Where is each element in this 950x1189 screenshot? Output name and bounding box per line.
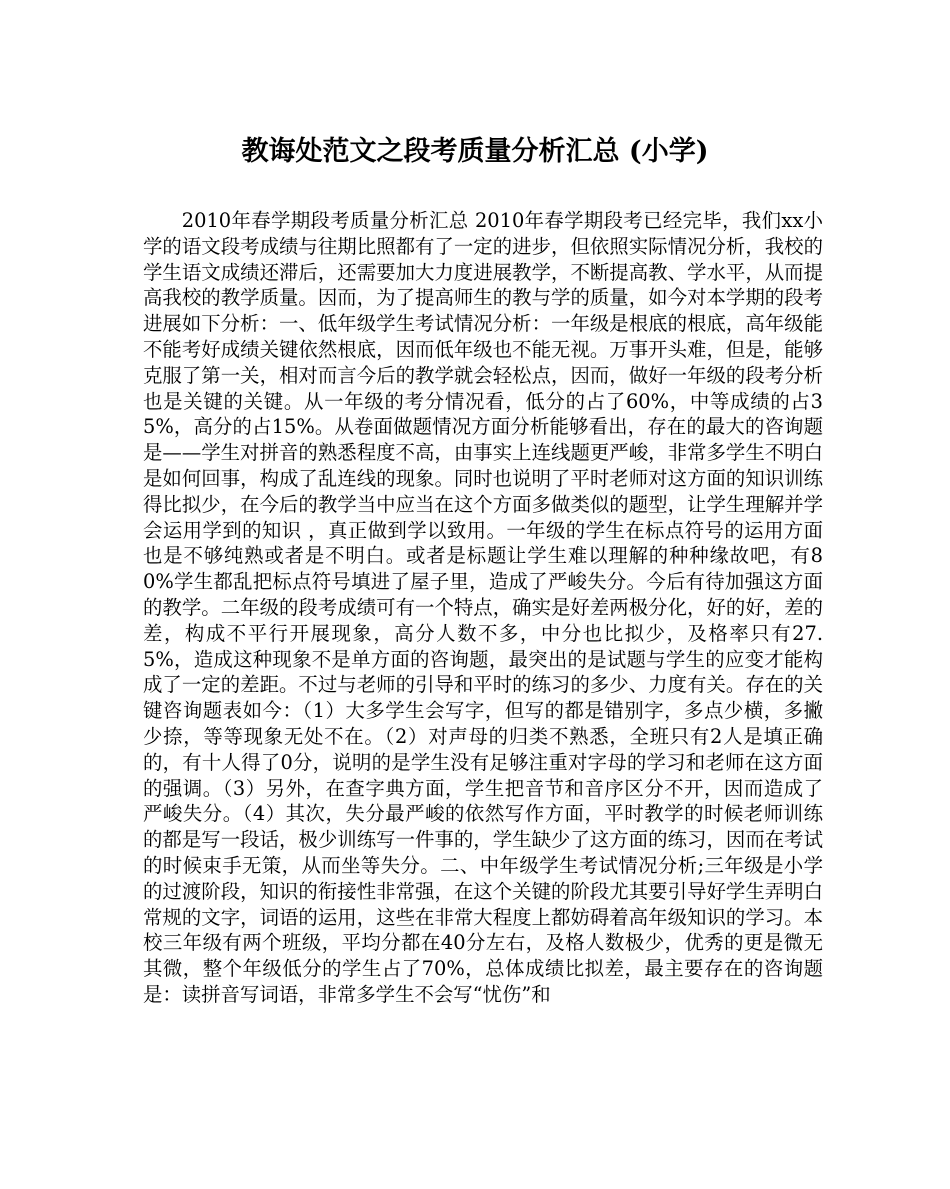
document-body-paragraph: 2010年春学期段考质量分析汇总 2010年春学期段考已经完毕，我们xx小学的语文段考成绩与往期比照都有了一定的进步，但依照实际情况分析，我校的学生语文成绩还滞后，还需要加大力度进展教学，不断提高教、学水平，从而提高我校的教学质量。因而，为了提高师生的教与学的质量，如今对本学期的段考进展如下分析：一、低年级学生考试情况分析：一年级是根底的根底，高年级能不能考好成绩关键依然根底，因而低年级也不能无视。万事开头难，但是，能够克服了第一关，相对而言今后的教学就会轻松点，因而，做好一年级的段考分析也是关键的关键。从一年级的考分情况看，低分的占了60%，中等成绩的占35%，高分的占15%。从卷面做题情况方面分析能够看出，存在的最大的咨询题是——学生对拼音的熟悉程度不高，由事实上连线题更严峻，非常多学生不明白是如何回事，构成了乱连线的现象。同时也说明了平时老师对这方面的知识训练得比拟少，在今后的教学当中应当在这个方面多做类似的题型，让学生理解并学会运用学到的知识 ，真正做到学以致用。一年级的学生在标点符号的运用方面也是不够纯熟或者是不明白。或者是标题让学生难以理解的种种缘故吧，有80%学生都乱把标点符号填进了屋子里，造成了严峻失分。今后有待加强这方面的教学。二年级的段考成绩可有一个特点，确实是好差两极分化，好的好，差的差，构成不平行开展现象，高分人数不多，中分也比拟少，及格率只有27.5%，造成这种现象不是单方面的咨询题，最突出的是试题与学生的应变才能构成了一定的差距。不过与老师的引导和平时的练习的多少、力度有关。存在的关键咨询题表如今：（1）大多学生会写字，但写的都是错别字，多点少横，多撇少捺，等等现象无处不在。（2）对声母的归类不熟悉，全班只有2人是填正确的，有十人得了0分，说明的是学生没有足够注重对字母的学习和老师在这方面的强调。（3）另外，在查字典方面，学生把音节和音序区分不开，因而造成了严峻失分。（4）其次，失分最严峻的依然写作方面，平时教学的时候老师训练的都是写一段话，极少训练写一件事的，学生缺少了这方面的练习，因而在考试的时候束手无策，从而坐等失分。二、中年级学生考试情况分析;三年级是小学的过渡阶段，知识的衔接性非常强，在这个关键的阶段尤其要引导好学生弄明白常规的文字，词语的运用，这些在非常大程度上都妨碍着高年级知识的学习。本校三年级有两个班级，平均分都在40分左右，及格人数极少，优秀的更是微无其微，整个年级低分的学生占了70%，总体成绩比拟差，最主要存在的咨询题是：读拼音写词语，非常多学生不会写“忧伤”和	[143, 209, 823, 1006]
document-title: 教诲处范文之段考质量分析汇总 (小学)	[241, 136, 709, 167]
